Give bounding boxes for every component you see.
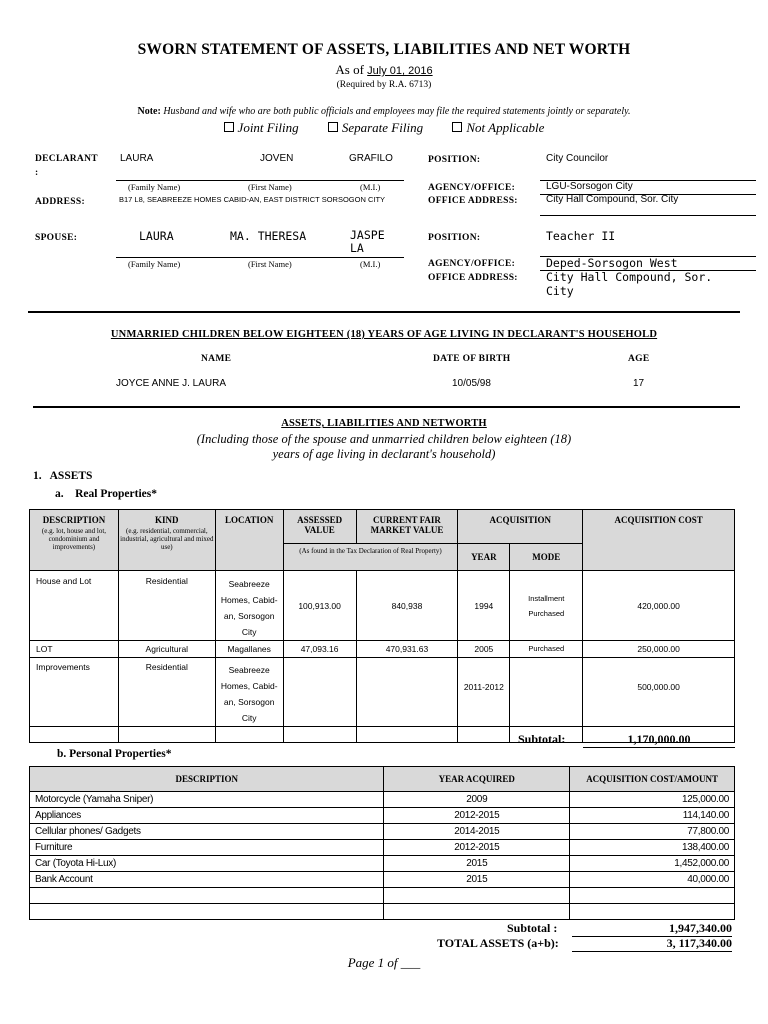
kind-hint: (e.g. residential, commercial, industrial, agricultural and mixed use) <box>120 527 214 551</box>
option-label: Not Applicable <box>466 120 545 135</box>
col-kind: KIND (e.g. residential, commercial, industrial, agricultural and mixed use) <box>118 510 215 571</box>
cell-cost: 77,800.00 <box>570 824 735 840</box>
aln-subheading-1: (Including those of the spouse and unmarried children below eighteen (18) <box>196 432 572 446</box>
page-number: Page 1 of ___ <box>347 955 421 970</box>
separate-filing-option[interactable] <box>328 120 423 135</box>
cell-kind: Agricultural <box>118 641 215 658</box>
cell-mode: Installment Purchased <box>510 571 583 641</box>
spouse-office-address-label: OFFICE ADDRESS: <box>428 273 518 283</box>
description-hint: (e.g. lot, house and lot, condominium and improvements) <box>41 527 107 551</box>
spouse-family-name: LAURA <box>139 229 174 243</box>
real-properties-table <box>29 509 735 743</box>
children-heading: UNMARRIED CHILDREN BELOW EIGHTEEN (18) YEARS OF AGE LIVING IN DECLARANT'S HOUSEHOLD <box>110 329 658 340</box>
joint-filing-option[interactable] <box>224 120 299 135</box>
cell-kind: Residential <box>118 658 215 727</box>
cell-cost: 40,000.00 <box>570 872 735 888</box>
position-label: POSITION: <box>428 155 481 165</box>
declarant-label: DECLARANT <box>35 154 98 164</box>
filing-options <box>0 120 768 136</box>
total-assets-label: TOTAL ASSETS (a+b): <box>437 936 559 950</box>
table-row <box>30 641 735 658</box>
child-name: JOYCE ANNE J. LAURA <box>116 378 227 389</box>
table-row <box>30 856 735 872</box>
cell-cost: 500,000.00 <box>583 658 735 727</box>
declarant-colon: : <box>35 168 39 178</box>
required-by: (Required by R.A. 6713) <box>336 80 432 90</box>
cell-year: 2011-2012 <box>458 658 510 727</box>
agency-label: AGENCY/OFFICE: <box>428 183 516 193</box>
cell-cost: 114,140.00 <box>570 808 735 824</box>
table-row <box>30 840 735 856</box>
total-assets-value: 3, 117,340.00 <box>572 936 732 952</box>
cell-description: LOT <box>30 641 119 658</box>
personal-properties-table <box>29 766 735 920</box>
cell-year: 1994 <box>458 571 510 641</box>
cell-location: Magallanes <box>215 641 283 658</box>
table-row <box>30 872 735 888</box>
child-dob-header: DATE OF BIRTH <box>433 354 511 364</box>
child-name-header: NAME <box>201 354 232 364</box>
cell-mode: Purchased <box>510 641 583 658</box>
declarant-address: B17 L8, SEABREEZE HOMES CABID-AN, EAST DISTRICT SORSOGON CITY <box>119 195 386 204</box>
first-name-caption: (First Name) <box>248 182 292 192</box>
cell-description: Improvements <box>30 658 119 727</box>
cell-year: 2015 <box>384 856 570 872</box>
cell-year: 2012-2015 <box>384 840 570 856</box>
office-address-label: OFFICE ADDRESS: <box>428 196 518 206</box>
spouse-label: SPOUSE: <box>35 233 78 243</box>
cell-assessed <box>283 658 356 727</box>
cell-fair: 470,931.63 <box>356 641 458 658</box>
cell-year: 2015 <box>384 872 570 888</box>
child-dob: 10/05/98 <box>452 378 491 389</box>
fair-market-hint: (As found in the Tax Declaration of Real Property) <box>299 547 442 555</box>
cell-kind: Residential <box>118 571 215 641</box>
personal-subtotal-value: 1,947,340.00 <box>572 921 732 937</box>
col-location: LOCATION <box>215 510 283 571</box>
table-row <box>30 792 735 808</box>
spouse-first-name: MA. THERESA <box>230 229 307 243</box>
table-row <box>30 824 735 840</box>
personal-subtotal-label: Subtotal : <box>507 921 558 935</box>
declarant-first-name: JOVEN <box>260 153 294 164</box>
cell-description: Bank Account <box>30 872 384 888</box>
spouse-family-caption: (Family Name) <box>128 259 181 269</box>
cell-location: Seabreeze Homes, Cabid-an, Sorsogon City <box>215 571 283 641</box>
office-address-line <box>540 215 756 216</box>
cell-assessed: 100,913.00 <box>283 571 356 641</box>
document-title: SWORN STATEMENT OF ASSETS, LIABILITIES AND NET WORTH <box>137 41 631 58</box>
cell-description: Furniture <box>30 840 384 856</box>
checkbox-icon[interactable] <box>224 122 234 132</box>
cell-cost: 1,452,000.00 <box>570 856 735 872</box>
declarant-agency: LGU-Sorsogon City <box>546 181 633 192</box>
table-row <box>30 808 735 824</box>
declarant-family-name: LAURA <box>120 153 154 164</box>
col-fair-market: CURRENT FAIR MARKET VALUE <box>356 510 458 544</box>
cell-cost: 420,000.00 <box>583 571 735 641</box>
cell-description: House and Lot <box>30 571 119 641</box>
as-of-label: As of <box>335 62 364 77</box>
mi-caption: (M.I.) <box>360 182 381 192</box>
personal-properties-heading: b. Personal Properties* <box>57 748 172 760</box>
cell-year: 2012-2015 <box>384 808 570 824</box>
checkbox-icon[interactable] <box>328 122 338 132</box>
option-label: Separate Filing <box>341 120 424 135</box>
family-name-caption: (Family Name) <box>128 182 181 192</box>
cell-description: Car (Toyota Hi-Lux) <box>30 856 384 872</box>
declarant-position: City Councilor <box>546 153 609 164</box>
col-acquisition-amount: ACQUISITION COST/AMOUNT <box>570 767 735 792</box>
table-row <box>30 571 735 641</box>
col-description: DESCRIPTION <box>30 767 384 792</box>
as-of-date: July 01, 2016 <box>367 65 433 77</box>
col-acquisition: ACQUISITION <box>458 510 583 544</box>
spouse-mi: JASPE LA <box>350 228 385 255</box>
cell-year: 2009 <box>384 792 570 808</box>
col-mode: MODE <box>510 544 583 571</box>
cell-cost: 125,000.00 <box>570 792 735 808</box>
real-subtotal-label: Subtotal: <box>518 732 566 746</box>
section-divider <box>33 406 740 408</box>
spouse-name-line <box>116 257 404 258</box>
declarant-name-line <box>116 180 404 181</box>
cell-cost: 138,400.00 <box>570 840 735 856</box>
cell-fair <box>356 658 458 727</box>
section-divider <box>28 311 740 313</box>
declarant-mi: GRAFILO <box>349 153 393 164</box>
spouse-agency-label: AGENCY/OFFICE: <box>428 259 516 269</box>
aln-heading: ASSETS, LIABILITIES AND NETWORTH <box>281 418 487 429</box>
real-subtotal-value: 1,170,000.00 <box>583 732 735 748</box>
cell-location: Seabreeze Homes, Cabid-an, Sorsogon City <box>215 658 283 727</box>
table-row-empty <box>30 888 735 904</box>
address-label: ADDRESS: <box>35 197 85 207</box>
cell-assessed: 47,093.16 <box>283 641 356 658</box>
col-assessed: ASSESSED VALUE <box>283 510 356 544</box>
col-description: DESCRIPTION (e.g. lot, house and lot, condominium and improvements) <box>30 510 119 571</box>
as-of-line <box>0 62 768 78</box>
cell-year: 2014-2015 <box>384 824 570 840</box>
declarant-office-address: City Hall Compound, Sor. City <box>546 194 679 205</box>
spouse-mi-caption: (M.I.) <box>360 259 381 269</box>
child-age: 17 <box>633 378 645 389</box>
cell-description: Motorcycle (Yamaha Sniper) <box>30 792 384 808</box>
table-row-empty <box>30 904 735 920</box>
cell-mode <box>510 658 583 727</box>
cell-year: 2005 <box>458 641 510 658</box>
col-year: YEAR <box>458 544 510 571</box>
spouse-first-caption: (First Name) <box>248 259 292 269</box>
cell-cost: 250,000.00 <box>583 641 735 658</box>
spouse-position-label: POSITION: <box>428 233 481 243</box>
not-applicable-option[interactable] <box>452 120 544 135</box>
col-year-acquired: YEAR ACQUIRED <box>384 767 570 792</box>
spouse-agency: Deped-Sorsogon West <box>546 256 678 270</box>
cell-description: Cellular phones/ Gadgets <box>30 824 384 840</box>
note-label: Note: <box>137 106 161 117</box>
note-line <box>0 106 768 117</box>
cell-description: Appliances <box>30 808 384 824</box>
cell-fair: 840,938 <box>356 571 458 641</box>
spouse-position: Teacher II <box>546 229 616 243</box>
assets-heading: 1. ASSETS <box>33 470 93 482</box>
real-properties-heading: a. Real Properties* <box>55 488 157 500</box>
spouse-office-address: City Hall Compound, Sor. City <box>546 270 713 298</box>
table-row <box>30 658 735 727</box>
checkbox-icon[interactable] <box>452 122 462 132</box>
col-acquisition-cost: ACQUISITION COST <box>583 510 735 571</box>
aln-subheading-2: years of age living in declarant's household) <box>272 447 496 461</box>
child-age-header: AGE <box>628 354 650 364</box>
note-text: Husband and wife who are both public officials and employees may file the required statements jointly or separately. <box>163 106 631 117</box>
option-label: Joint Filing <box>237 120 299 135</box>
